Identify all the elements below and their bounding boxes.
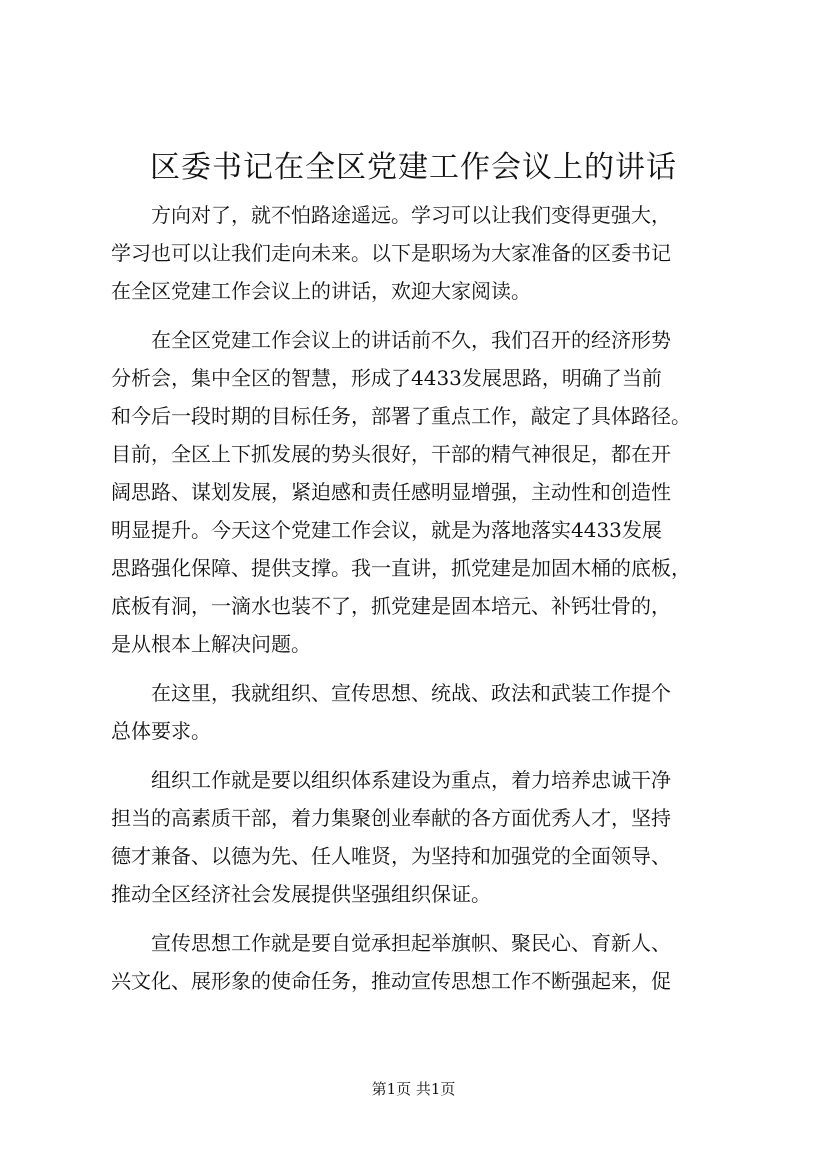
body-line: 德才兼备、以德为先、任人唯贤，为坚持和加强党的全面领导、 (111, 844, 671, 868)
body-line: 方向对了，就不怕路途遥远。学习可以让我们变得更强大， (111, 203, 671, 227)
body-line: 是从根本上解决问题。 (111, 632, 311, 656)
body-line: 学习也可以让我们走向未来。以下是职场为大家准备的区委书记 (111, 241, 671, 265)
body-line: 在这里，我就组织、宣传思想、统战、政法和武装工作提个 (111, 681, 671, 705)
body-line: 明显提升。今天这个党建工作会议，就是为落地落实4433发展 (111, 518, 662, 542)
body-line: 分析会，集中全区的智慧，形成了4433发展思路，明确了当前 (111, 366, 662, 390)
body-line: 宣传思想工作就是要自觉承担起举旗帜、聚民心、育新人、 (111, 931, 671, 955)
body-line: 总体要求。 (111, 719, 211, 743)
page-footer: 第1页 共1页 (371, 1080, 456, 1098)
body-line: 在全区党建工作会议上的讲话，欢迎大家阅读。 (111, 279, 531, 303)
document-title: 区委书记在全区党建工作会议上的讲话 (150, 150, 677, 185)
body-line: 和今后一段时期的目标任务，部署了重点工作，敲定了具体路径。 (111, 404, 691, 428)
body-line: 担当的高素质干部，着力集聚创业奉献的各方面优秀人才，坚持 (111, 806, 671, 830)
body-line: 底板有洞，一滴水也装不了，抓党建是固本培元、补钙壮骨的， (111, 594, 671, 618)
body-line: 兴文化、展形象的使命任务，推动宣传思想工作不断强起来，促 (111, 969, 671, 993)
body-line: 阔思路、谋划发展，紧迫感和责任感明显增强，主动性和创造性 (111, 480, 671, 504)
body-line: 思路强化保障、提供支撑。我一直讲，抓党建是加固木桶的底板， (111, 556, 691, 580)
body-line: 组织工作就是要以组织体系建设为重点，着力培养忠诚干净 (111, 768, 671, 792)
body-line: 目前，全区上下抓发展的势头很好，干部的精气神很足，都在开 (111, 442, 671, 466)
body-line: 在全区党建工作会议上的讲话前不久，我们召开的经济形势 (111, 328, 671, 352)
body-line: 推动全区经济社会发展提供坚强组织保证。 (111, 882, 491, 906)
